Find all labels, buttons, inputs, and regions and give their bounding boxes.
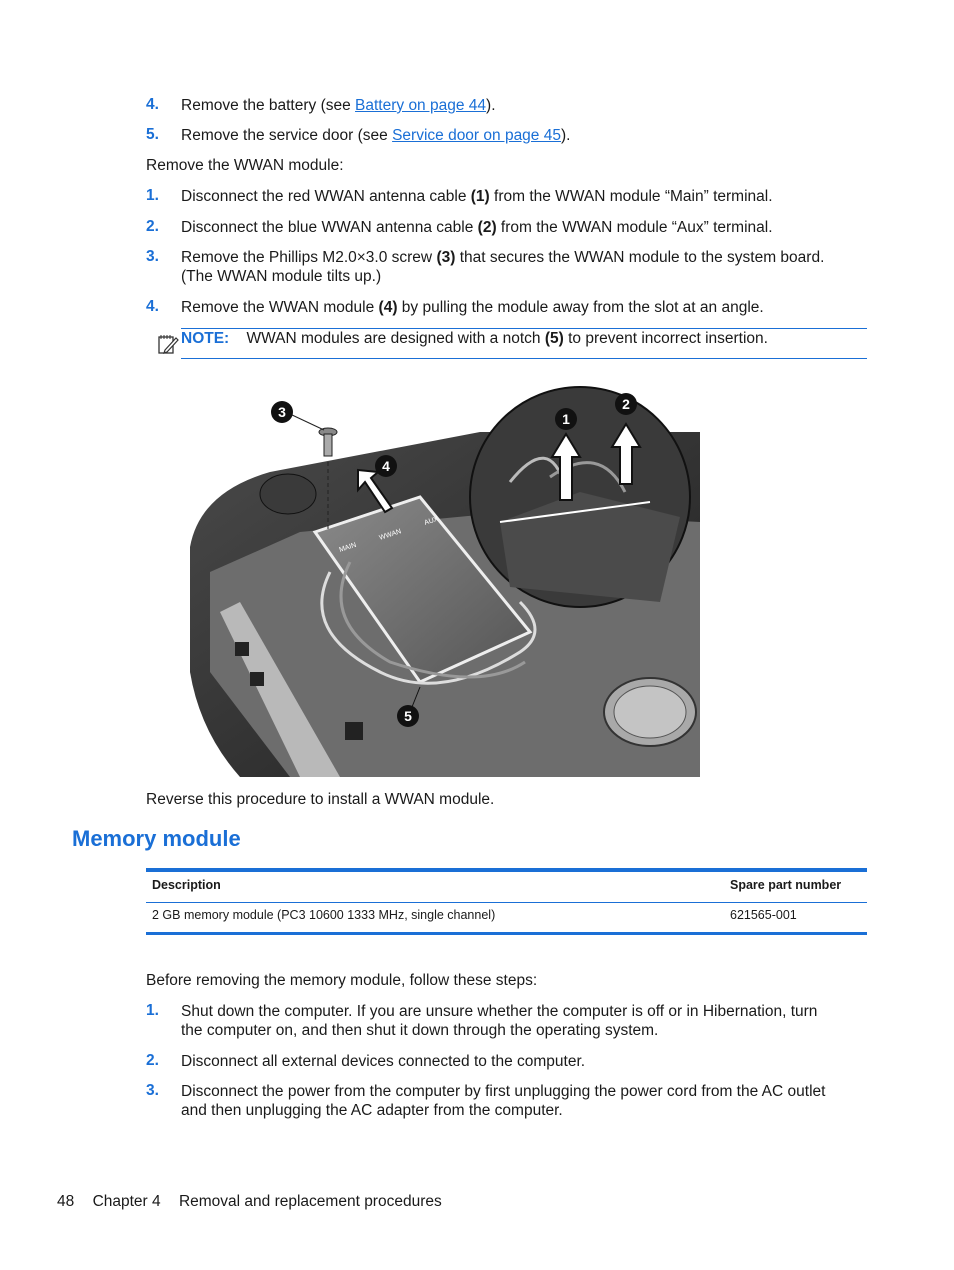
step-text: Disconnect the power from the computer by first unplugging the power cord from the AC outlet and then unplugging the AC adapter from the computer. [181,1083,826,1119]
table-rule-mid [146,902,867,903]
svg-text:4: 4 [382,458,390,474]
svg-text:2: 2 [622,396,630,412]
step-text: Disconnect the blue WWAN antenna cable (2) from the WWAN module “Aux” terminal. [181,219,773,236]
card-label-main: MAIN [338,541,358,554]
table-header-description: Description [152,878,221,892]
table-cell-description: 2 GB memory module (PC3 10600 1333 MHz, single channel) [152,908,496,922]
latch [345,722,363,740]
wwan-removal-figure [180,372,702,777]
before-text: Before removing the memory module, follow these steps: [146,972,538,989]
step-text: Disconnect the red WWAN antenna cable (1) from the WWAN module “Main” terminal. [181,188,773,205]
reverse-text: Reverse this procedure to install a WWAN module. [146,791,495,808]
callout-2 [615,393,637,415]
step-number: 3. [146,248,159,265]
step-text: Remove the battery (see Battery on page 44). [181,97,496,114]
hinge-knob [260,474,316,514]
note-icon [156,332,180,356]
rtc-battery-face [614,686,686,738]
svg-text:5: 5 [404,708,412,724]
callout-leader [290,414,324,430]
note-rule-bottom [181,358,867,359]
table-cell-part-number: 621565-001 [730,908,797,922]
svg-text:1: 1 [562,411,570,427]
callout-4 [375,455,397,477]
step-number: 5. [146,126,159,143]
step-text: Remove the service door (see Service door on page 45). [181,127,571,144]
table-rule-top [146,868,867,872]
step-text: Disconnect all external devices connected to the computer. [181,1053,586,1070]
callout-1 [555,408,577,430]
footer-chapter: Chapter 4 [92,1193,161,1210]
callout-5 [397,705,419,727]
step-number: 1. [146,1002,159,1019]
step-text: Shut down the computer. If you are unsure whether the computer is off or in Hibernation, turn the computer on, and then shut it down through the operating system. [181,1003,818,1039]
section-title: Memory module [72,826,241,851]
latch [235,642,249,656]
wwan-intro: Remove the WWAN module: [146,157,344,174]
screw-shaft [324,434,332,456]
step-number: 4. [146,96,159,113]
step-text: Remove the WWAN module (4) by pulling the module away from the slot at an angle. [181,299,764,316]
latch [250,672,264,686]
svg-text:3: 3 [278,404,286,420]
step-number: 2. [146,218,159,235]
note-text: NOTE: WWAN modules are designed with a notch (5) to prevent incorrect insertion. [181,330,768,347]
service-door-link[interactable]: Service door on page 45 [392,127,561,144]
battery-link[interactable]: Battery on page 44 [355,97,487,114]
note-label: NOTE: [181,330,230,347]
table-header-spare-part: Spare part number [730,878,842,892]
page-footer [57,1193,456,1211]
step-number: 2. [146,1052,159,1069]
card-label-wwan: WWAN [378,528,403,542]
table-rule-bottom [146,932,867,935]
step-number: 3. [146,1082,159,1099]
step-text: Remove the Phillips M2.0×3.0 screw (3) that secures the WWAN module to the system board. (The WWAN module tilts up.) [181,249,825,285]
step-number: 1. [146,187,159,204]
footer-title: Removal and replacement procedures [178,1193,442,1210]
callout-3 [271,401,293,423]
page-number: 48 [57,1193,75,1210]
step-number: 4. [146,298,159,315]
card-label-aux: AUX [423,515,440,527]
